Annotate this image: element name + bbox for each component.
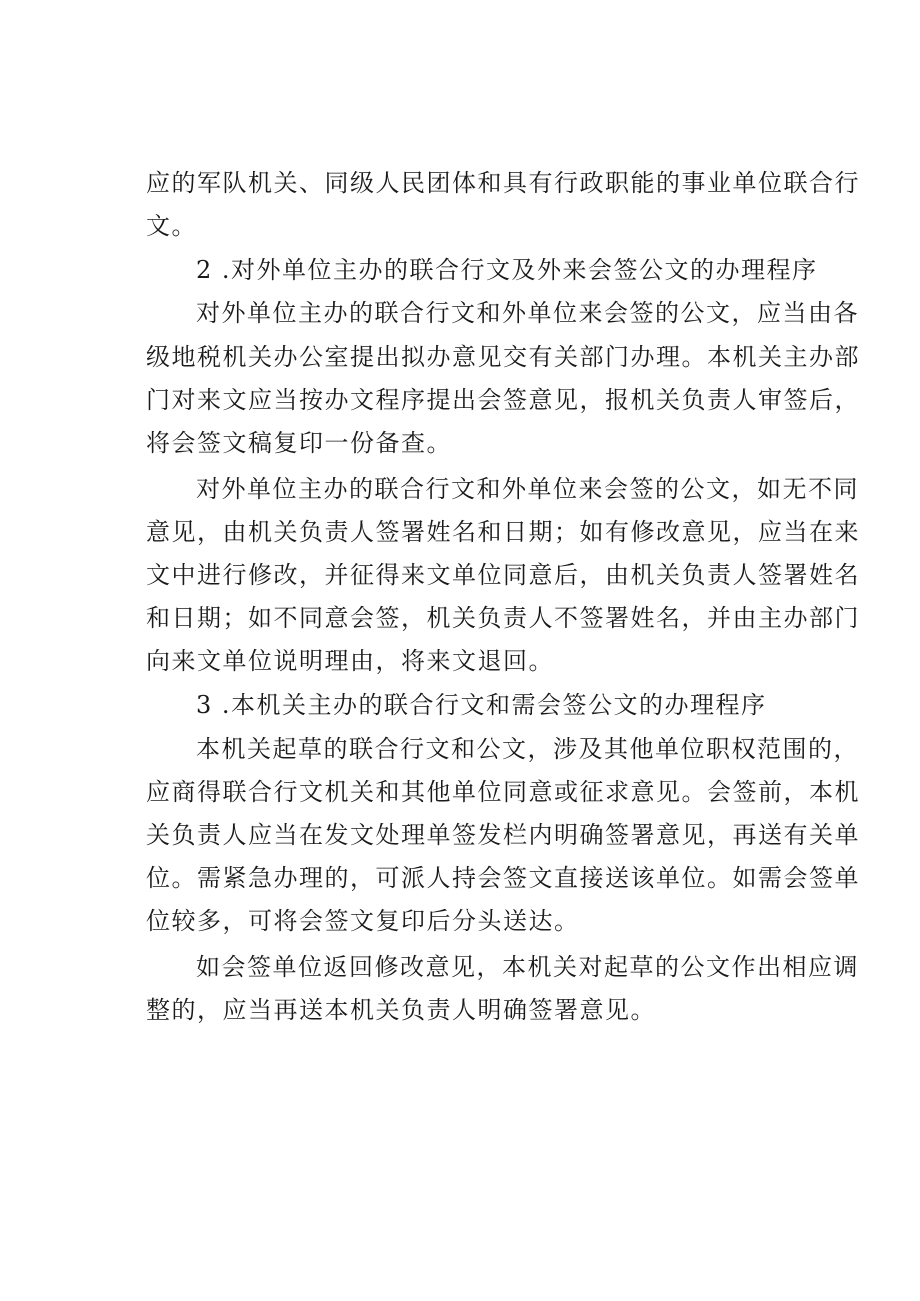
- body-line: 文。: [146, 212, 197, 240]
- section-heading-3: 3 .本机关主办的联合行文和需会签公文的办理程序: [196, 691, 767, 719]
- body-line: 位。需紧急办理的，可派人持会签文直接送该单位。如需会签单: [146, 864, 860, 892]
- body-line: 位较多，可将会签文复印后分头送达。: [146, 907, 580, 935]
- body-line: 级地税机关办公室提出拟办意见交有关部门办理。本机关主办部: [146, 343, 860, 371]
- body-line: 和日期；如不同意会签，机关负责人不签署姓名，并由主办部门: [146, 604, 860, 632]
- body-line: 向来文单位说明理由，将来文退回。: [146, 647, 554, 675]
- section-heading-2: 2 .对外单位主办的联合行文及外来会签公文的办理程序: [196, 256, 818, 284]
- body-line: 将会签文稿复印一份备查。: [146, 429, 452, 457]
- body-line: 对外单位主办的联合行文和外单位来会签的公文，应当由各: [196, 299, 859, 327]
- body-line: 应的军队机关、同级人民团体和具有行政职能的事业单位联合行: [146, 169, 860, 197]
- body-line: 对外单位主办的联合行文和外单位来会签的公文，如无不同: [196, 475, 859, 503]
- body-line: 应商得联合行文机关和其他单位同意或征求意见。会签前，本机: [146, 778, 860, 806]
- body-line: 文中进行修改，并征得来文单位同意后，由机关负责人签署姓名: [146, 561, 860, 589]
- body-line: 本机关起草的联合行文和公文，涉及其他单位职权范围的，: [196, 735, 859, 763]
- body-line: 关负责人应当在发文处理单签发栏内明确签署意见，再送有关单: [146, 821, 860, 849]
- body-line: 如会签单位返回修改意见，本机关对起草的公文作出相应调: [196, 953, 859, 981]
- body-line: 意见，由机关负责人签署姓名和日期；如有修改意见，应当在来: [146, 518, 860, 546]
- body-line: 整的，应当再送本机关负责人明确签署意见。: [146, 996, 656, 1024]
- body-line: 门对来文应当按办文程序提出会签意见，报机关负责人审签后，: [146, 386, 860, 414]
